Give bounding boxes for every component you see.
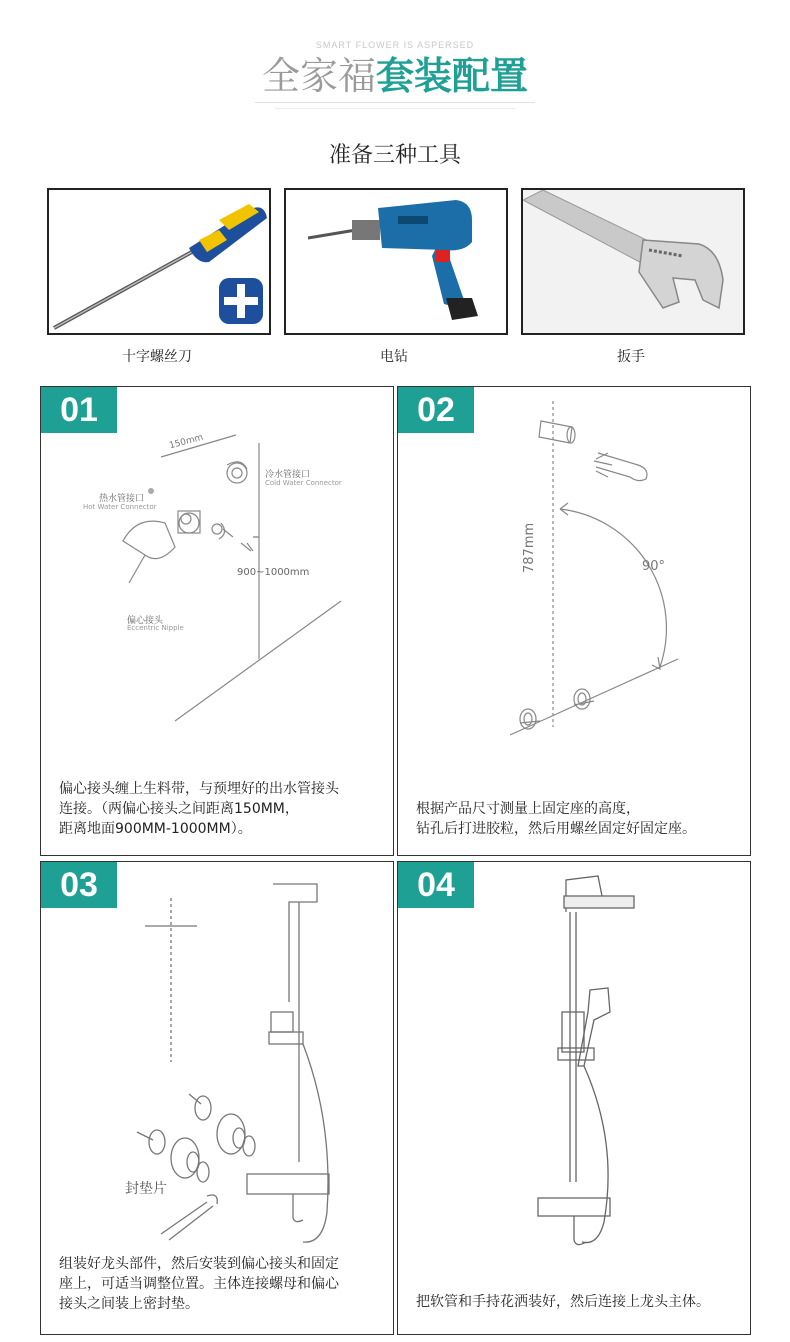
step-panel-01	[40, 386, 394, 856]
page-title	[0, 54, 790, 98]
step-04-diagram	[398, 862, 750, 1334]
header-english-tagline: SMART FLOWER IS ASPERSED	[315, 40, 475, 50]
tool-label-drill: 电钻	[380, 349, 408, 365]
step-panel-03	[40, 861, 394, 1335]
step-panel-02	[397, 386, 751, 856]
tool-label-wrench: 扳手	[617, 349, 645, 365]
tool-label-screwdriver: 十字螺丝刀	[122, 349, 192, 365]
tool-card-screwdriver	[47, 188, 271, 335]
angle-label: 90°	[642, 559, 666, 574]
step-number-03: 03	[41, 862, 117, 908]
hot-water-label: 热水管接口	[99, 494, 145, 504]
step-01-line: 距离地面900MM-1000MM）。	[59, 821, 252, 837]
step-01-description	[59, 779, 391, 839]
step-01-line: 连接。（两偏心接头之间距离150MM，	[59, 801, 299, 817]
eccentric-label-en: Eccentric Nipple	[127, 624, 184, 632]
step-02-description	[416, 799, 748, 839]
step-02-line: 根据产品尺寸测量上固定座的高度，	[416, 801, 640, 817]
step-03-line: 座上，可适当调整位置。主体连接螺母和偏心	[59, 1276, 339, 1292]
eccentric-label: 偏心接头	[127, 616, 164, 626]
tool-card-drill	[284, 188, 508, 335]
wrench-icon	[523, 190, 743, 333]
step-03-line: 接头之间装上密封垫。	[59, 1296, 199, 1312]
header-divider	[255, 102, 535, 103]
cold-water-label-en: Cold Water Connector	[265, 479, 342, 487]
screwdriver-icon	[49, 190, 269, 333]
step-number-01: 01	[41, 387, 117, 433]
step-number-04: 04	[398, 862, 474, 908]
step-02-diagram	[398, 387, 750, 855]
drill-icon	[286, 190, 506, 333]
cold-water-label: 冷水管接口	[265, 470, 311, 480]
tools-heading: 准备三种工具	[328, 143, 461, 168]
height-787mm-label: 787mm	[522, 522, 537, 573]
title-bold-part: 套装配置	[376, 54, 529, 98]
step-04-line: 把软管和手持花洒装好，然后连接上龙头主体。	[416, 1294, 710, 1310]
title-light-part: 全家福	[261, 54, 376, 98]
hot-water-label-en: Hot Water Connector	[83, 503, 157, 511]
header-divider-secondary	[275, 108, 515, 109]
dimension-150mm: 150mm	[168, 432, 205, 452]
gasket-label: 封垫片	[125, 1181, 167, 1197]
step-number-02: 02	[398, 387, 474, 433]
step-01-line: 偏心接头缠上生料带，与预埋好的出水管接头	[59, 781, 339, 797]
step-03-description	[59, 1254, 391, 1314]
step-04-description	[416, 1292, 748, 1312]
step-03-line: 组装好龙头部件，然后安装到偏心接头和固定	[59, 1256, 339, 1272]
tool-card-wrench	[521, 188, 745, 335]
height-label: 900~1000mm	[237, 567, 310, 578]
step-panel-04	[397, 861, 751, 1335]
step-02-line: 钻孔后打进胶粒，然后用螺丝固定好固定座。	[416, 821, 696, 837]
